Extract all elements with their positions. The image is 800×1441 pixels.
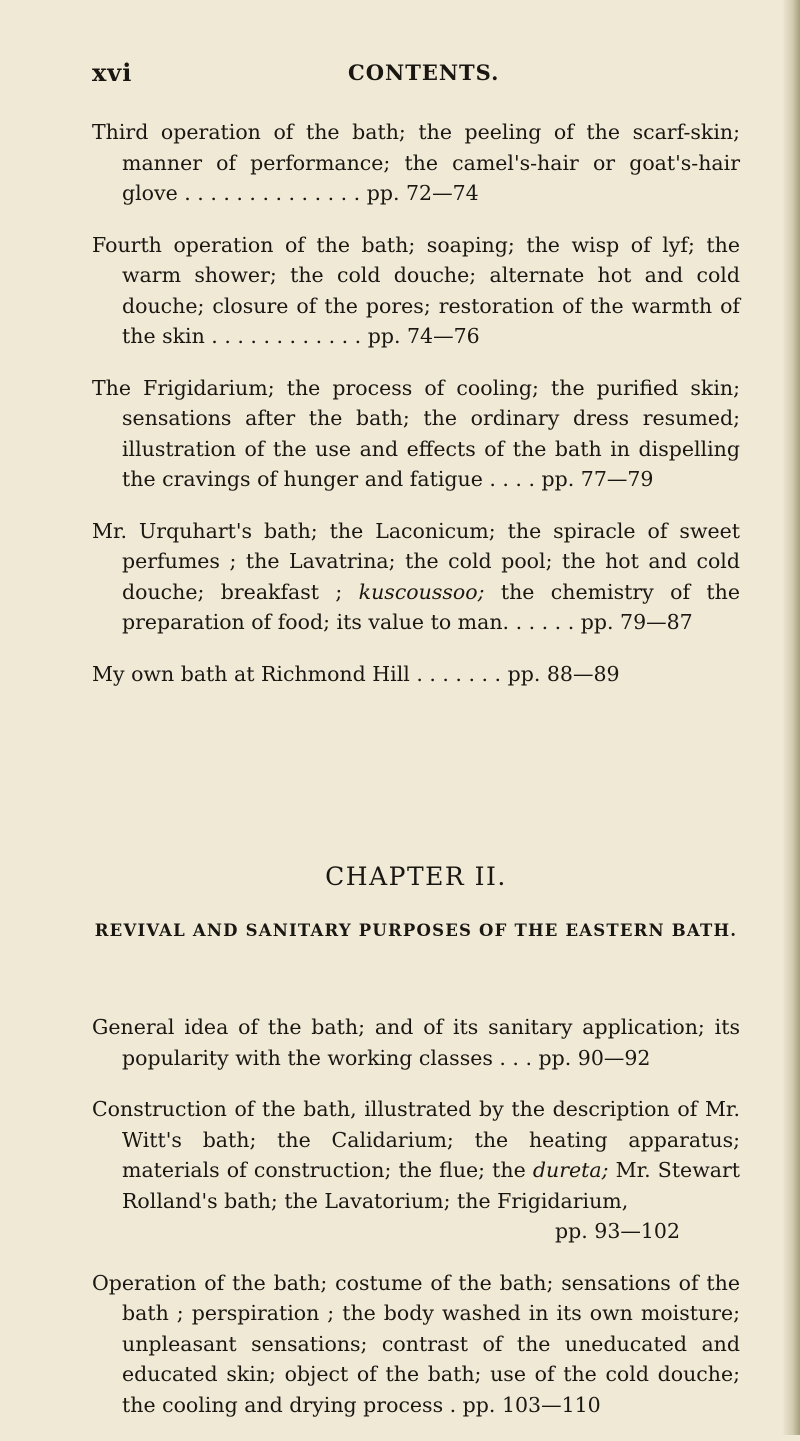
contents-list-chapter-2 bbox=[92, 1012, 740, 1441]
entry-italic-term: kuscoussoo; bbox=[358, 579, 485, 604]
entry-pages: pp. 72—74 bbox=[366, 181, 479, 205]
entry-text: My own bath at Richmond Hill . . . . . . . bbox=[92, 661, 502, 686]
contents-entry bbox=[92, 659, 740, 690]
chapter-title: REVIVAL AND SANITARY PURPOSES OF THE EASTERN BATH. bbox=[94, 921, 738, 940]
contents-entry bbox=[92, 230, 740, 352]
entry-text: Third operation of the bath; the peeling of the scarf-skin; manner of performance; the camel's-hair or goat's-hair glove . . . . . . . . . . . . . . bbox=[92, 120, 740, 205]
page-header bbox=[92, 58, 732, 92]
contents-entry bbox=[92, 1012, 740, 1073]
entry-text: Mr. Stewart Rolland's bath; the Lavatorium; the Frigidarium, bbox=[122, 1158, 740, 1213]
running-head: CONTENTS. bbox=[348, 60, 500, 85]
entry-text: Operation of the bath; costume of the bath; sensations of the bath ; perspiration ; the body washed in its own moisture; unpleasant sensations; contrast of the uneducated and educated skin; object of the bath; use of the cold douche; the cooling and drying process . bbox=[92, 1270, 740, 1417]
entry-text: The Frigidarium; the process of cooling; the purified skin; sensations after the bath; the ordinary dress resumed; illustration of the use and effects of the bath in dispelling the cravings of hunger and fatigue . . . . bbox=[92, 375, 740, 491]
chapter-heading: CHAPTER II. bbox=[325, 862, 507, 891]
entry-italic-term: dureta; bbox=[532, 1158, 609, 1182]
entry-text: the chemistry of the preparation of food; its value to man. . . . . . bbox=[122, 579, 740, 634]
entry-pages: pp. 103—110 bbox=[462, 1392, 601, 1417]
page-edge-shadow bbox=[782, 0, 800, 1435]
entry-pages: pp. 74—76 bbox=[367, 324, 480, 348]
entry-pages: pp. 93—102 bbox=[555, 1219, 680, 1243]
contents-entry bbox=[92, 1094, 740, 1247]
entry-text: Mr. Urquhart's bath; the Laconicum; the spiracle of sweet perfumes ; the Lavatrina; the cold pool; the hot and cold douche; breakfast ; bbox=[92, 518, 740, 604]
entry-text: Fourth operation of the bath; soaping; the wisp of lyf; the warm shower; the cold douche; alternate hot and cold douche; closure of the pores; restoration of the warmth of the skin . . . . . . . . . . . . bbox=[92, 232, 740, 348]
entry-pages: pp. 79—87 bbox=[580, 610, 693, 634]
contents-entry bbox=[92, 373, 740, 495]
contents-entry bbox=[92, 516, 740, 638]
entry-pages: pp. 90—92 bbox=[538, 1045, 651, 1070]
contents-entry bbox=[92, 1268, 740, 1421]
entry-pages: pp. 88—89 bbox=[507, 661, 620, 686]
contents-entry bbox=[92, 117, 740, 209]
page-number: xvi bbox=[92, 58, 133, 87]
entry-text: Construction of the bath, illustrated by the description of Mr. Witt's bath; the Calidarium; the heating apparatus; materials of construction; the flue; the bbox=[92, 1097, 740, 1182]
entry-pages: pp. 77—79 bbox=[541, 467, 654, 491]
entry-text: General idea of the bath; and of its sanitary application; its popularity with the working classes . . . bbox=[92, 1015, 740, 1070]
contents-list bbox=[92, 117, 740, 710]
